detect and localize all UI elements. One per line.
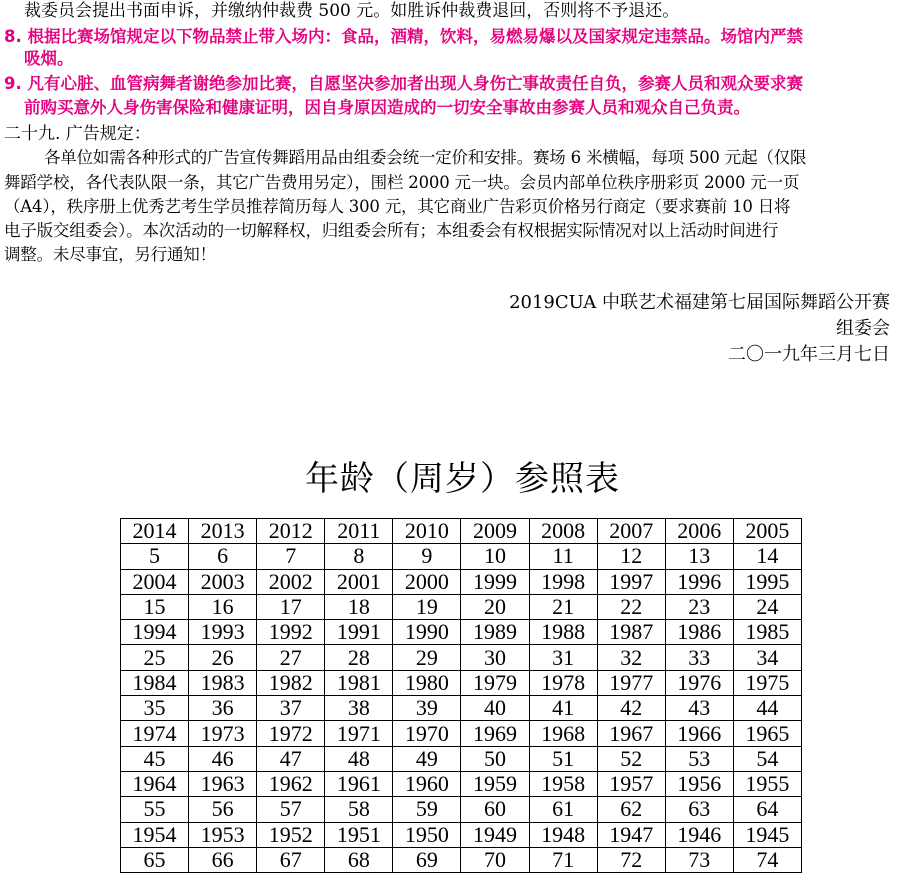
age-cell: 48	[325, 746, 393, 771]
age-cell: 65	[121, 847, 189, 872]
age-cell: 24	[733, 594, 801, 619]
year-cell: 1958	[529, 771, 597, 796]
age-cell: 59	[393, 797, 461, 822]
year-cell: 1993	[189, 620, 257, 645]
age-reference-table	[120, 518, 802, 873]
table-row-ages	[121, 847, 802, 872]
age-cell: 26	[189, 645, 257, 670]
ad-paragraph-line-3: （A4），秩序册上优秀艺考生学员推荐简历每人 300 元，其它商业广告彩页价格另行商定（要求赛前 10 日将	[4, 197, 791, 216]
age-cell: 63	[665, 797, 733, 822]
year-cell: 1969	[461, 721, 529, 746]
year-cell: 1947	[597, 822, 665, 847]
age-table-title: 年龄（周岁）参照表	[305, 459, 620, 499]
age-cell: 22	[597, 594, 665, 619]
age-cell: 20	[461, 594, 529, 619]
age-cell: 19	[393, 594, 461, 619]
year-cell: 1990	[393, 620, 461, 645]
year-cell: 1949	[461, 822, 529, 847]
year-cell: 1970	[393, 721, 461, 746]
age-cell: 18	[325, 594, 393, 619]
year-cell: 1967	[597, 721, 665, 746]
year-cell: 1974	[121, 721, 189, 746]
year-cell: 2004	[121, 569, 189, 594]
age-cell: 72	[597, 847, 665, 872]
age-cell: 43	[665, 696, 733, 721]
age-cell: 15	[121, 594, 189, 619]
age-cell: 47	[257, 746, 325, 771]
rule-9-line-1: 9. 凡有心脏、血管病舞者谢绝参加比赛，自愿坚决参加者出现人身伤亡事故责任自负，参赛人员和观众要求赛	[4, 74, 803, 93]
ad-paragraph-line-5: 调整。未尽事宜，另行通知！	[4, 245, 216, 264]
age-cell: 36	[189, 696, 257, 721]
year-cell: 1980	[393, 670, 461, 695]
year-cell: 1971	[325, 721, 393, 746]
age-cell: 12	[597, 544, 665, 569]
year-cell: 1945	[733, 822, 801, 847]
age-cell: 56	[189, 797, 257, 822]
year-cell: 1946	[665, 822, 733, 847]
age-cell: 25	[121, 645, 189, 670]
year-cell: 2002	[257, 569, 325, 594]
table-row-years	[121, 519, 802, 544]
table-row-years	[121, 569, 802, 594]
year-cell: 1998	[529, 569, 597, 594]
year-cell: 1962	[257, 771, 325, 796]
year-cell: 2011	[325, 519, 393, 544]
year-cell: 1986	[665, 620, 733, 645]
age-cell: 55	[121, 797, 189, 822]
year-cell: 1956	[665, 771, 733, 796]
year-cell: 2013	[189, 519, 257, 544]
rule-8-line-1: 8. 根据比赛场馆规定以下物品禁止带入场内：食品，酒精，饮料，易燃易爆以及国家规定违禁品。场馆内严禁	[4, 27, 803, 46]
year-cell: 1955	[733, 771, 801, 796]
age-cell: 57	[257, 797, 325, 822]
age-cell: 29	[393, 645, 461, 670]
age-cell: 38	[325, 696, 393, 721]
year-cell: 1948	[529, 822, 597, 847]
age-cell: 70	[461, 847, 529, 872]
year-cell: 1979	[461, 670, 529, 695]
age-cell: 28	[325, 645, 393, 670]
age-cell: 31	[529, 645, 597, 670]
age-cell: 45	[121, 746, 189, 771]
table-row-years	[121, 670, 802, 695]
year-cell: 1989	[461, 620, 529, 645]
age-cell: 10	[461, 544, 529, 569]
year-cell: 2014	[121, 519, 189, 544]
age-cell: 44	[733, 696, 801, 721]
age-cell: 42	[597, 696, 665, 721]
age-cell: 8	[325, 544, 393, 569]
year-cell: 1991	[325, 620, 393, 645]
age-cell: 50	[461, 746, 529, 771]
year-cell: 2007	[597, 519, 665, 544]
year-cell: 1997	[597, 569, 665, 594]
year-cell: 1987	[597, 620, 665, 645]
year-cell: 1968	[529, 721, 597, 746]
age-cell: 6	[189, 544, 257, 569]
age-cell: 7	[257, 544, 325, 569]
year-cell: 1999	[461, 569, 529, 594]
year-cell: 2000	[393, 569, 461, 594]
table-row-years	[121, 771, 802, 796]
age-cell: 52	[597, 746, 665, 771]
table-row-ages	[121, 645, 802, 670]
year-cell: 2012	[257, 519, 325, 544]
age-cell: 23	[665, 594, 733, 619]
age-cell: 74	[733, 847, 801, 872]
year-cell: 2008	[529, 519, 597, 544]
year-cell: 1983	[189, 670, 257, 695]
table-row-ages	[121, 746, 802, 771]
age-cell: 67	[257, 847, 325, 872]
year-cell: 1966	[665, 721, 733, 746]
age-cell: 17	[257, 594, 325, 619]
table-row-ages	[121, 544, 802, 569]
year-cell: 1978	[529, 670, 597, 695]
age-cell: 64	[733, 797, 801, 822]
year-cell: 2003	[189, 569, 257, 594]
year-cell: 1977	[597, 670, 665, 695]
ad-paragraph-line-4: 电子版交组委会）。本次活动的一切解释权，归组委会所有；本组委会有权根据实际情况对以上活动时间进行	[4, 221, 779, 240]
age-cell: 68	[325, 847, 393, 872]
year-cell: 1964	[121, 771, 189, 796]
year-cell: 1960	[393, 771, 461, 796]
age-cell: 41	[529, 696, 597, 721]
table-row-ages	[121, 594, 802, 619]
year-cell: 1951	[325, 822, 393, 847]
table-row-years	[121, 721, 802, 746]
year-cell: 2010	[393, 519, 461, 544]
age-cell: 32	[597, 645, 665, 670]
year-cell: 1982	[257, 670, 325, 695]
year-cell: 1950	[393, 822, 461, 847]
table-row-ages	[121, 797, 802, 822]
year-cell: 1954	[121, 822, 189, 847]
year-cell: 1963	[189, 771, 257, 796]
year-cell: 1961	[325, 771, 393, 796]
age-cell: 71	[529, 847, 597, 872]
age-cell: 5	[121, 544, 189, 569]
age-cell: 69	[393, 847, 461, 872]
age-cell: 39	[393, 696, 461, 721]
rule-9-line-2: 前购买意外人身伤害保险和健康证明，因自身原因造成的一切安全事故由参赛人员和观众自己负责。	[24, 98, 750, 117]
year-cell: 2006	[665, 519, 733, 544]
age-cell: 62	[597, 797, 665, 822]
age-cell: 16	[189, 594, 257, 619]
year-cell: 2001	[325, 569, 393, 594]
year-cell: 1952	[257, 822, 325, 847]
ad-paragraph-line-2: 舞蹈学校，各代表队限一条，其它广告费用另定），围栏 2000 元一块。会员内部单位秩序册彩页 2000 元一页	[4, 173, 800, 192]
age-cell: 60	[461, 797, 529, 822]
year-cell: 2009	[461, 519, 529, 544]
year-cell: 2005	[733, 519, 801, 544]
year-cell: 1994	[121, 620, 189, 645]
year-cell: 1984	[121, 670, 189, 695]
year-cell: 1965	[733, 721, 801, 746]
year-cell: 1972	[257, 721, 325, 746]
year-cell: 1953	[189, 822, 257, 847]
table-row-years	[121, 822, 802, 847]
signature-event-name: 2019CUA 中联艺术福建第七届国际舞蹈公开赛	[509, 292, 890, 313]
age-cell: 53	[665, 746, 733, 771]
year-cell: 1973	[189, 721, 257, 746]
rule-8-line-2: 吸烟。	[24, 49, 74, 68]
year-cell: 1976	[665, 670, 733, 695]
age-cell: 11	[529, 544, 597, 569]
age-cell: 9	[393, 544, 461, 569]
year-cell: 1959	[461, 771, 529, 796]
year-cell: 1996	[665, 569, 733, 594]
signature-organizer: 组委会	[836, 318, 890, 339]
ad-paragraph-line-1: 各单位如需各种形式的广告宣传舞蹈用品由组委会统一定价和安排。赛场 6 米横幅，每项 500 元起（仅限	[44, 148, 807, 167]
table-row-years	[121, 620, 802, 645]
age-cell: 49	[393, 746, 461, 771]
year-cell: 1992	[257, 620, 325, 645]
age-cell: 66	[189, 847, 257, 872]
year-cell: 1981	[325, 670, 393, 695]
age-cell: 27	[257, 645, 325, 670]
age-cell: 73	[665, 847, 733, 872]
year-cell: 1995	[733, 569, 801, 594]
age-cell: 13	[665, 544, 733, 569]
age-cell: 34	[733, 645, 801, 670]
age-cell: 35	[121, 696, 189, 721]
text-line-arbitration: 裁委员会提出书面申诉，并缴纳仲裁费 500 元。如胜诉仲裁费退回，否则将不予退还。	[24, 1, 680, 21]
age-cell: 37	[257, 696, 325, 721]
signature-date: 二〇一九年三月七日	[728, 344, 890, 365]
age-cell: 21	[529, 594, 597, 619]
age-cell: 51	[529, 746, 597, 771]
age-cell: 40	[461, 696, 529, 721]
age-cell: 61	[529, 797, 597, 822]
age-cell: 33	[665, 645, 733, 670]
year-cell: 1988	[529, 620, 597, 645]
year-cell: 1985	[733, 620, 801, 645]
age-cell: 46	[189, 746, 257, 771]
section-heading-advertising: 二十九. 广告规定：	[4, 124, 151, 144]
age-cell: 58	[325, 797, 393, 822]
table-row-ages	[121, 696, 802, 721]
age-cell: 30	[461, 645, 529, 670]
year-cell: 1957	[597, 771, 665, 796]
age-cell: 14	[733, 544, 801, 569]
year-cell: 1975	[733, 670, 801, 695]
age-cell: 54	[733, 746, 801, 771]
